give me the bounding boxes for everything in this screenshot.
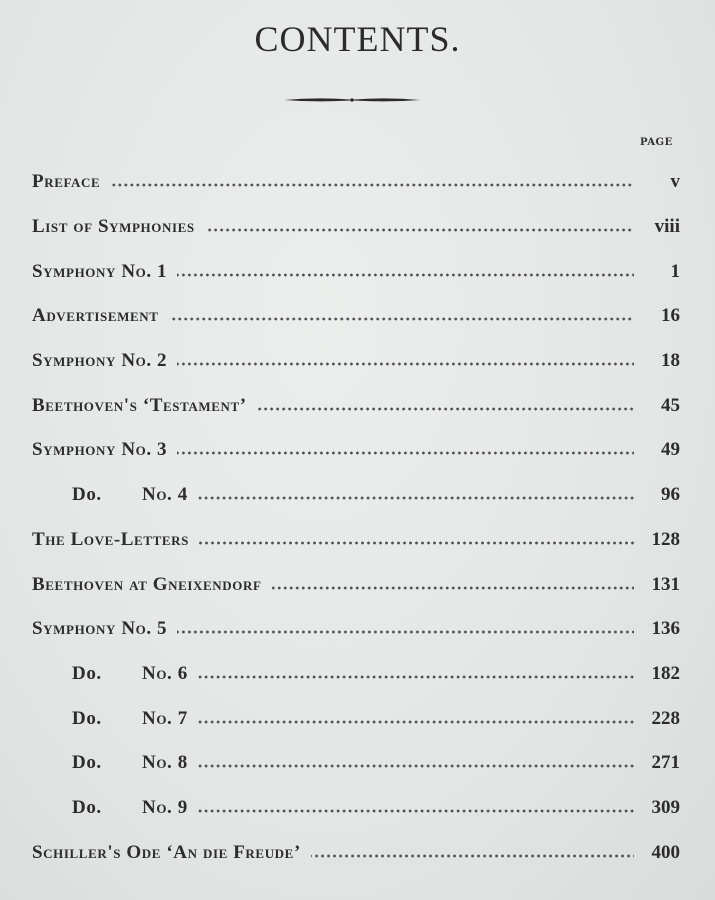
entry-title-indented [32,752,188,774]
page-number: 400 [651,841,680,863]
page-column-label: PAGE [640,137,673,148]
dot-leader [311,843,634,863]
entry-title: Symphony No. 3 [32,439,168,461]
entry-title-indented [32,797,188,819]
entry-subtitle: No. 9 [142,796,188,818]
entry-title: List of Symphonies [32,216,195,238]
toc-row-love-letters [32,518,680,563]
page-number: 18 [661,350,680,372]
entry-title-indented [32,663,188,685]
toc-row-symphony-7 [32,696,680,741]
dot-leader [198,753,634,773]
entry-title: The Love-Letters [32,528,189,550]
dot-leader [198,709,634,729]
entry-title-indented [32,708,188,730]
page-number: viii [654,216,680,238]
ditto-label: Do. [72,707,102,729]
ditto-label: Do. [72,796,102,818]
ditto-label: Do. [72,662,102,684]
dot-leader [205,217,634,237]
dot-leader [198,664,634,684]
toc-row-preface [32,160,680,205]
entry-title: Symphony No. 5 [32,618,168,640]
entry-subtitle: No. 4 [142,484,188,506]
page-number: 16 [661,305,680,327]
dot-leader [177,262,634,282]
page-number: 131 [651,573,680,595]
entry-title: Beethoven at Gneixendorf [32,573,262,595]
toc-row-advertisement [32,294,680,339]
ditto-label: Do. [72,752,102,774]
page-title: CONTENTS. [254,19,461,59]
ditto-label: Do. [72,484,102,506]
page-number: 271 [651,752,680,774]
dot-leader [177,619,634,639]
dot-leader [198,485,634,505]
ornament-divider-icon [282,94,422,106]
page-number: 309 [651,796,680,818]
dot-leader [272,575,634,595]
toc-row-gneixendorf [32,562,680,607]
dot-leader [169,306,634,326]
page-number: 128 [651,528,680,550]
entry-subtitle: No. 7 [142,707,188,729]
toc-row-testament [32,383,680,428]
entry-title: Symphony No. 2 [32,350,168,372]
toc-row-symphony-9 [32,786,680,831]
page-number: 228 [651,707,680,729]
dot-leader [177,351,634,371]
page-number: 136 [651,618,680,640]
toc-row-symphony-8 [32,741,680,786]
page-number: 96 [661,484,680,506]
page-number: v [670,171,680,193]
toc-row-symphony-5 [32,607,680,652]
page-number: 1 [670,260,680,282]
toc-row-symphony-3 [32,428,680,473]
dot-leader [177,440,634,460]
toc-row-symphony-4 [32,473,680,518]
entry-title: Advertisement [32,305,159,327]
toc-row-ode-an-die-freude [32,830,680,875]
page-number: 182 [651,662,680,684]
dot-leader [110,172,634,192]
toc-row-symphony-1 [32,249,680,294]
toc-row-symphony-2 [32,339,680,384]
entry-subtitle: No. 8 [142,752,188,774]
page-number: 45 [661,394,680,416]
page-number: 49 [661,439,680,461]
entry-title-indented [32,484,188,506]
entry-subtitle: No. 6 [142,662,188,684]
contents-list [32,160,680,875]
entry-title: Schiller's Ode ‘An die Freude’ [32,841,301,863]
toc-row-list-of-symphonies [32,205,680,250]
entry-title: Preface [32,171,101,193]
dot-leader [199,530,634,550]
dot-leader [198,798,634,818]
entry-title: Beethoven's ‘Testament’ [32,394,247,416]
toc-row-symphony-6 [32,652,680,697]
dot-leader [257,396,634,416]
entry-title: Symphony No. 1 [32,260,168,282]
